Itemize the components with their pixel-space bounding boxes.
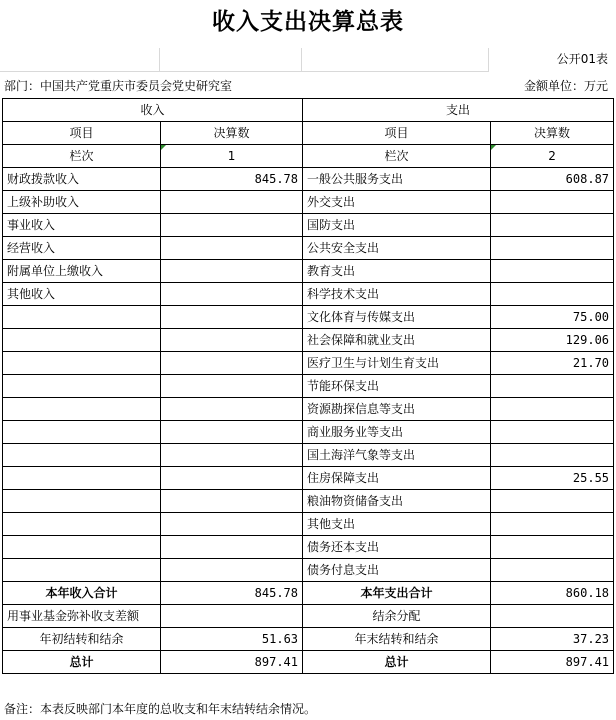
expense-item-cell: 公共安全支出 — [303, 237, 491, 260]
end-balance-label: 年末结转和结余 — [303, 628, 491, 651]
table-row — [3, 467, 614, 490]
table-row — [3, 536, 614, 559]
expense-item-cell: 粮油物资储备支出 — [303, 490, 491, 513]
income-item-cell: 经营收入 — [3, 237, 161, 260]
expense-item-cell: 社会保障和就业支出 — [303, 329, 491, 352]
income-amount-cell — [161, 421, 303, 444]
income-item-cell: 财政拨款收入 — [3, 168, 161, 191]
income-total-value: 845.78 — [161, 582, 303, 605]
table-row — [3, 559, 614, 582]
expense-amount-cell — [491, 375, 614, 398]
income-amount-cell — [161, 214, 303, 237]
income-amount-cell — [161, 306, 303, 329]
expense-section-header: 支出 — [303, 99, 614, 122]
expense-amount-cell: 129.06 — [491, 329, 614, 352]
expense-amount-cell — [491, 559, 614, 582]
grand-total-expense-value: 897.41 — [491, 651, 614, 674]
grand-total-income-value: 897.41 — [161, 651, 303, 674]
income-item-cell: 上级补助收入 — [3, 191, 161, 214]
income-item-cell — [3, 536, 161, 559]
expense-amount-cell — [491, 536, 614, 559]
expense-item-cell: 国防支出 — [303, 214, 491, 237]
income-item-cell — [3, 421, 161, 444]
income-section-header: 收入 — [3, 99, 303, 122]
table-row — [3, 352, 614, 375]
table-row — [3, 237, 614, 260]
expense-amount-cell — [491, 421, 614, 444]
grand-total-expense-label: 总计 — [303, 651, 491, 674]
expense-amount-cell — [491, 260, 614, 283]
expense-item-header: 项目 — [303, 122, 491, 145]
table-row — [3, 490, 614, 513]
expense-amount-cell — [491, 398, 614, 421]
income-item-cell — [3, 375, 161, 398]
income-amount-cell — [161, 237, 303, 260]
income-item-cell: 附属单位上缴收入 — [3, 260, 161, 283]
income-amount-cell — [161, 513, 303, 536]
column-number-row — [3, 145, 614, 168]
expense-amount-cell — [491, 490, 614, 513]
income-amount-cell — [161, 490, 303, 513]
income-amount-cell — [161, 283, 303, 306]
table-number: 公开01表 — [556, 52, 608, 66]
income-amount-cell — [161, 536, 303, 559]
expense-amount-header: 决算数 — [491, 122, 614, 145]
expense-item-cell: 债务付息支出 — [303, 559, 491, 582]
expense-item-cell: 债务还本支出 — [303, 536, 491, 559]
expense-total-value: 860.18 — [491, 582, 614, 605]
section-header-row — [3, 99, 614, 122]
expense-amount-cell: 25.55 — [491, 467, 614, 490]
income-amount-cell — [161, 329, 303, 352]
fund-gap-label: 用事业基金弥补收支差额 — [3, 605, 161, 628]
table-row — [3, 191, 614, 214]
amount-unit-label: 金额单位：万元 — [523, 79, 608, 93]
income-col-label: 栏次 — [3, 145, 161, 168]
income-amount-cell — [161, 467, 303, 490]
report-title: 收入支出决算总表 — [212, 9, 404, 35]
income-item-cell — [3, 352, 161, 375]
income-item-cell — [3, 559, 161, 582]
expense-item-cell: 节能环保支出 — [303, 375, 491, 398]
table-row — [3, 260, 614, 283]
expense-item-cell: 国土海洋气象等支出 — [303, 444, 491, 467]
expense-amount-cell — [491, 214, 614, 237]
fund-gap-row — [3, 605, 614, 628]
income-item-cell — [3, 513, 161, 536]
footnote: 备注：本表反映部门本年度的总收支和年末结转结余情况。 — [4, 702, 317, 716]
table-row — [3, 168, 614, 191]
spreadsheet-gridlines — [0, 48, 616, 72]
expense-col-number: 2 — [491, 145, 614, 168]
grand-total-income-label: 总计 — [3, 651, 161, 674]
income-item-cell — [3, 444, 161, 467]
income-item-cell — [3, 467, 161, 490]
table-row — [3, 444, 614, 467]
expense-item-cell: 医疗卫生与计划生育支出 — [303, 352, 491, 375]
fund-gap-value — [161, 605, 303, 628]
begin-balance-value: 51.63 — [161, 628, 303, 651]
expense-item-cell: 科学技术支出 — [303, 283, 491, 306]
distribution-label: 结余分配 — [303, 605, 491, 628]
grand-total-row — [3, 651, 614, 674]
expense-amount-cell — [491, 444, 614, 467]
table-row — [3, 329, 614, 352]
table-row — [3, 283, 614, 306]
income-amount-header: 决算数 — [161, 122, 303, 145]
expense-item-cell: 其他支出 — [303, 513, 491, 536]
table-row — [3, 513, 614, 536]
expense-item-cell: 文化体育与传媒支出 — [303, 306, 491, 329]
expense-amount-cell — [491, 237, 614, 260]
expense-item-cell: 一般公共服务支出 — [303, 168, 491, 191]
income-amount-cell — [161, 352, 303, 375]
expense-item-cell: 外交支出 — [303, 191, 491, 214]
distribution-value — [491, 605, 614, 628]
expense-amount-cell — [491, 513, 614, 536]
income-amount-cell — [161, 375, 303, 398]
income-amount-cell — [161, 559, 303, 582]
income-amount-cell — [161, 444, 303, 467]
expense-item-cell: 商业服务业等支出 — [303, 421, 491, 444]
begin-balance-label: 年初结转和结余 — [3, 628, 161, 651]
balance-row — [3, 628, 614, 651]
income-amount-cell — [161, 260, 303, 283]
expense-amount-cell: 21.70 — [491, 352, 614, 375]
income-item-header: 项目 — [3, 122, 161, 145]
table-row — [3, 214, 614, 237]
income-col-number: 1 — [161, 145, 303, 168]
end-balance-value: 37.23 — [491, 628, 614, 651]
income-item-cell — [3, 329, 161, 352]
expense-amount-cell: 75.00 — [491, 306, 614, 329]
income-item-cell — [3, 398, 161, 421]
expense-amount-cell: 608.87 — [491, 168, 614, 191]
income-total-label: 本年收入合计 — [3, 582, 161, 605]
column-header-row — [3, 122, 614, 145]
income-item-cell: 其他收入 — [3, 283, 161, 306]
table-row — [3, 375, 614, 398]
income-amount-cell: 845.78 — [161, 168, 303, 191]
income-expense-table — [2, 98, 614, 674]
income-item-cell — [3, 306, 161, 329]
annual-total-row — [3, 582, 614, 605]
expense-amount-cell — [491, 283, 614, 306]
expense-item-cell: 教育支出 — [303, 260, 491, 283]
income-amount-cell — [161, 398, 303, 421]
expense-item-cell: 住房保障支出 — [303, 467, 491, 490]
expense-item-cell: 资源勘探信息等支出 — [303, 398, 491, 421]
expense-amount-cell — [491, 191, 614, 214]
table-row — [3, 398, 614, 421]
expense-col-label: 栏次 — [303, 145, 491, 168]
table-row — [3, 421, 614, 444]
income-item-cell: 事业收入 — [3, 214, 161, 237]
income-item-cell — [3, 490, 161, 513]
income-amount-cell — [161, 191, 303, 214]
table-row — [3, 306, 614, 329]
expense-total-label: 本年支出合计 — [303, 582, 491, 605]
department-label: 部门：中国共产党重庆市委员会党史研究室 — [4, 79, 233, 93]
